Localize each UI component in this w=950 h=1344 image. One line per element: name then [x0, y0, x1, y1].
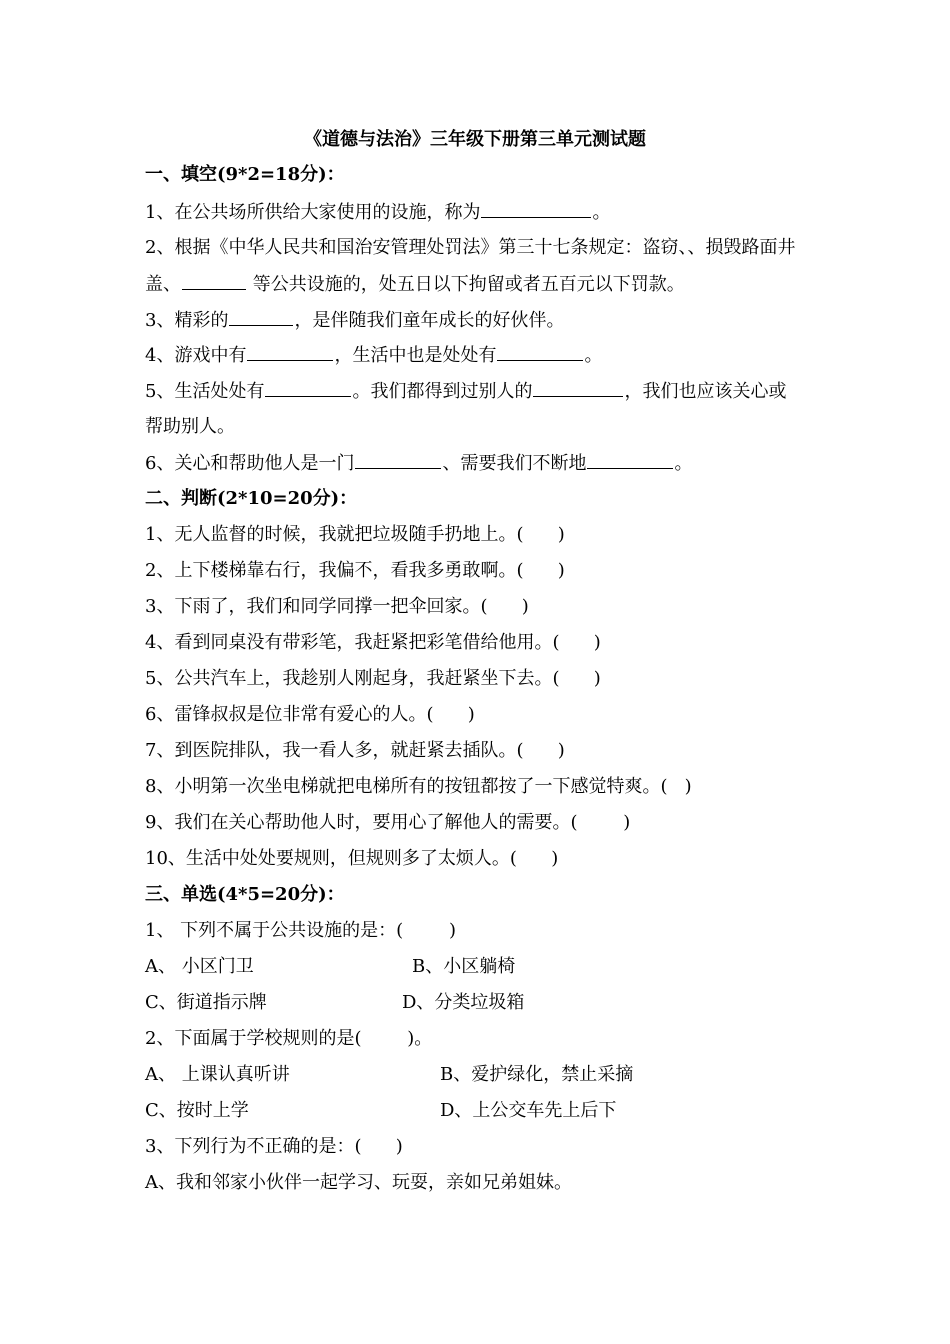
- option-d: D、上公交车先上后下: [440, 1100, 617, 1121]
- question-text: ，生活中也是处处有: [334, 345, 497, 366]
- question-text: 。: [592, 202, 611, 223]
- answer-blank: [355, 450, 441, 469]
- option-c: C、按时上学: [145, 1100, 249, 1121]
- answer-blank: [587, 450, 673, 469]
- fill-question-2-line2: [145, 271, 685, 298]
- fill-question-3: [145, 307, 564, 334]
- option-b: B、小区躺椅: [412, 956, 516, 977]
- fill-question-1: [145, 199, 610, 226]
- question-text: 1、在公共场所供给大家使用的设施，称为: [145, 202, 481, 223]
- judge-item: 1、无人监督的时候，我就把垃圾随手扔地上。( ): [145, 524, 565, 545]
- judge-item: 9、我们在关心帮助他人时，要用心了解他人的需要。( ): [145, 812, 631, 833]
- question-text: 4、游戏中有: [145, 345, 247, 366]
- section-heading-single-choice: 三、单选(4*5=20分)：: [145, 884, 345, 905]
- judge-item: 3、下雨了，我们和同学同撑一把伞回家。( ): [145, 596, 529, 617]
- answer-blank: [229, 307, 293, 326]
- question-text: 盖、: [145, 274, 181, 295]
- option-d: D、分类垃圾箱: [402, 992, 525, 1013]
- question-text: 6、关心和帮助他人是一门: [145, 453, 355, 474]
- question-text: 。: [584, 345, 603, 366]
- choice-question-1: 1、 下列不属于公共设施的是：( ): [145, 920, 456, 941]
- judge-item: 2、上下楼梯靠右行，我偏不，看我多勇敢啊。( ): [145, 560, 565, 581]
- question-text: ，我们也应该关心或: [624, 381, 787, 402]
- judge-item: 7、到医院排队，我一看人多，就赶紧去插队。( ): [145, 740, 565, 761]
- option-a: A、我和邻家小伙伴一起学习、玩耍，亲如兄弟姐妹。: [145, 1172, 572, 1193]
- answer-blank: [481, 199, 591, 218]
- question-text: 、需要我们不断地: [442, 453, 587, 474]
- choice-question-3: 3、下列行为不正确的是：( ): [145, 1136, 403, 1157]
- judge-item: 5、公共汽车上，我趁别人刚起身，我赶紧坐下去。( ): [145, 668, 601, 689]
- question-text: ，是伴随我们童年成长的好伙伴。: [294, 310, 565, 331]
- fill-question-6: [145, 450, 692, 477]
- fill-question-4: [145, 342, 602, 369]
- answer-blank: [265, 378, 351, 397]
- answer-blank: [247, 342, 333, 361]
- question-text: 。: [674, 453, 693, 474]
- section-heading-true-false: 二、判断(2*10=20分)：: [145, 488, 358, 509]
- fill-question-2-line1: 2、根据《中华人民共和国治安管理处罚法》第三十七条规定：盗窃、、损毁路面井: [145, 237, 796, 258]
- judge-item: 10、生活中处处要规则，但规则多了太烦人。( ): [145, 848, 559, 869]
- answer-blank: [182, 271, 246, 290]
- judge-item: 6、雷锋叔叔是位非常有爱心的人。( ): [145, 704, 475, 725]
- question-text: 3、精彩的: [145, 310, 229, 331]
- page-title: 《道德与法治》三年级下册第三单元测试题: [304, 129, 646, 150]
- answer-blank: [497, 342, 583, 361]
- judge-item: 4、看到同桌没有带彩笔，我赶紧把彩笔借给他用。( ): [145, 632, 601, 653]
- option-a: A、 小区门卫: [145, 956, 254, 977]
- section-heading-fill-blank: 一、填空(9*2=18分)：: [145, 164, 345, 185]
- fill-question-5-line2: 帮助别人。: [145, 416, 235, 437]
- option-a: A、 上课认真听讲: [145, 1064, 290, 1085]
- answer-blank: [533, 378, 623, 397]
- option-b: B、爱护绿化，禁止采摘: [440, 1064, 634, 1085]
- question-text: 等公共设施的，处五日以下拘留或者五百元以下罚款。: [247, 274, 685, 295]
- judge-item: 8、小明第一次坐电梯就把电梯所有的按钮都按了一下感觉特爽。( ): [145, 776, 692, 797]
- fill-question-5-line1: [145, 378, 786, 405]
- option-c: C、街道指示牌: [145, 992, 267, 1013]
- question-text: 5、生活处处有: [145, 381, 265, 402]
- question-text: 。我们都得到过别人的: [352, 381, 533, 402]
- choice-question-2: 2、下面属于学校规则的是( )。: [145, 1028, 433, 1049]
